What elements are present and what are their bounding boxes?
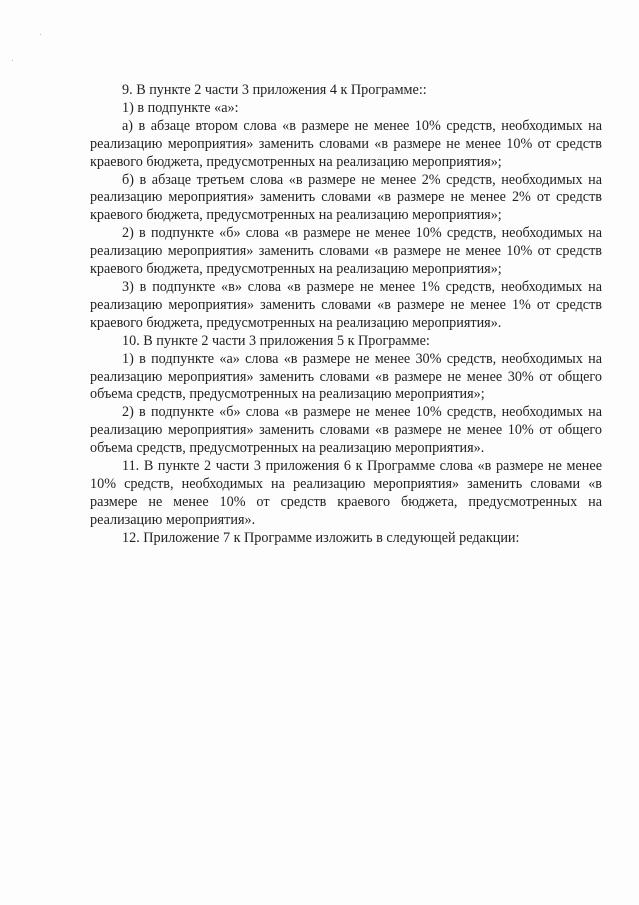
paragraph-item-11: 11. В пункте 2 части 3 приложения 6 к Программе слова «в размере не менее 10% средств, необходимых на реализацию мероприятия» заменить словами «в размере не менее 10% от средств краевого бюджета, предусмотренных на реализацию мероприятия». [90,458,602,528]
paragraph-subitem-1: 1) в подпункте «а»: [122,99,239,116]
paragraph-item-10-subitem-2: 2) в подпункте «б» слова «в размере не менее 10% средств, необходимых на реализацию мероприятия» заменить словами «в размере не менее 10% от общего объема средств, предусмотренных на реализацию мероприятия». [90,404,602,457]
paragraph-subitem-b: б) в абзаце третьем слова «в размере не менее 2% средств, необходимых на реализацию мероприятия» заменить словами «в размере не менее 2% от средств краевого бюджета, предусмотренных на реализацию мероприятия»; [90,171,602,224]
scan-speck [40,34,41,35]
paragraph-item-10-subitem-1: 1) в подпункте «а» слова «в размере не менее 30% средств, необходимых на реализацию мероприятия» заменить словами «в размере не менее 30% от общего объема средств, предусмотренных на реализацию мероприятия»; [90,350,602,403]
paragraph-item-10: 10. В пункте 2 части 3 приложения 5 к Программе: [122,332,430,349]
paragraph-subitem-2: 2) в подпункте «б» слова «в размере не менее 10% средств, необходимых на реализацию мероприятия» заменить словами «в размере не менее 10% от средств краевого бюджета, предусмотренных на реализацию мероприятия»; [90,225,602,278]
paragraph-item-12: 12. Приложение 7 к Программе изложить в следующей редакции: [122,529,520,546]
paragraph-subitem-3: 3) в подпункте «в» слова «в размере не менее 1% средств, необходимых на реализацию мероприятия» заменить словами «в размере не менее 1% от средств краевого бюджета, предусмотренных на реализацию мероприятия». [90,278,602,331]
document-body [90,82,602,548]
paragraph-subitem-a: а) в абзаце втором слова «в размере не менее 10% средств, необходимых на реализацию мероприятия» заменить словами «в размере не менее 10% от средств краевого бюджета, предусмотренных на реализацию мероприятия»; [90,117,602,170]
paragraph-item-9: 9. В пункте 2 части 3 приложения 4 к Программе:: [122,82,427,98]
scan-speck [12,60,13,61]
